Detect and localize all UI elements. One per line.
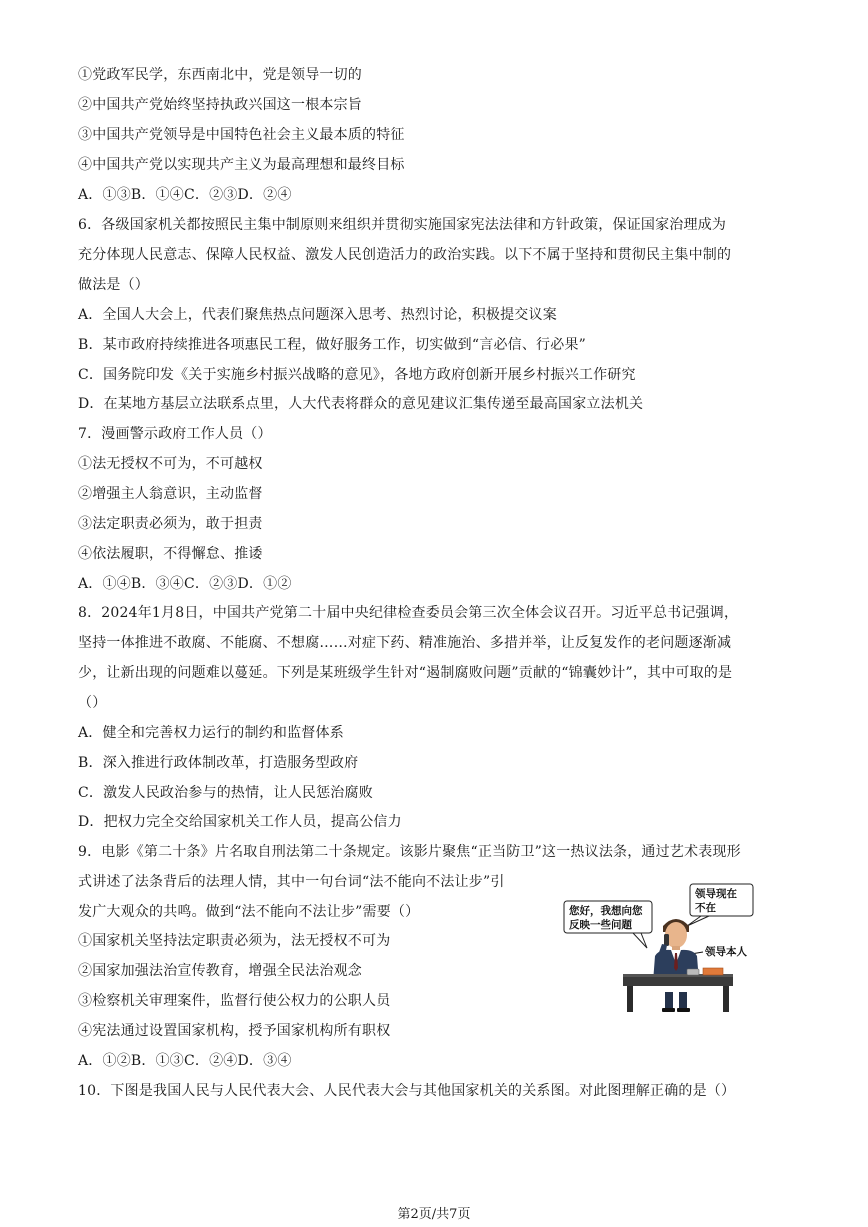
q8-choice-b: B．深入推进行政体制改革，打造服务型政府 — [78, 755, 359, 771]
page-footer: 第2页/共7页 — [397, 1207, 471, 1222]
bubble-official-line-1: 领导现在 — [695, 888, 737, 900]
bubble-official-line-2: 不在 — [695, 902, 716, 914]
q8-stem-line-1: 8．2024年1月8日，中国共产党第二十届中央纪律检查委员会第三次全体会议召开。习近平总书记强调， — [78, 605, 739, 621]
q5-option-3: ③中国共产党领导是中国特色社会主义最本质的特征 — [78, 127, 405, 143]
q8-choice-d: D．把权力完全交给国家机关工作人员，提高公信力 — [78, 814, 402, 830]
q6-stem-line-2: 充分体现人民意志、保障人民权益、激发人民创造活力的政治实践。以下不属于坚持和贯彻民主集中制的 — [78, 247, 732, 263]
q7-option-1: ①法无授权不可为，不可越权 — [78, 456, 263, 472]
desk — [623, 968, 733, 1012]
q9-stem-line-1: 9．电影《第二十条》片名取自刑法第二十条规定。该影片聚焦“正当防卫”这一热议法条，通过艺术表现形 — [78, 844, 741, 860]
q6-choice-a: A．全国人大会上，代表们聚焦热点问题深入思考、热烈讨论，积极提交议案 — [78, 307, 557, 323]
q8-choice-a: A．健全和完善权力运行的制约和监督体系 — [78, 725, 344, 741]
caption-official-himself: 领导本人 — [705, 946, 747, 958]
q7-answer-choices: A．①④B．③④C．②③D．①② — [78, 576, 292, 592]
speech-bubble-official — [687, 884, 753, 926]
q9-option-4: ④宪法通过设置国家机构，授予国家机构所有职权 — [78, 1023, 391, 1039]
q8-choice-c: C．激发人民政治参与的热情，让人民惩治腐败 — [78, 785, 373, 801]
q8-stem-line-2: 坚持一体推进不敢腐、不能腐、不想腐……对症下药、精准施治、多措并举，让反复发作的老问题逐渐减 — [78, 635, 732, 651]
q6-choice-b: B．某市政府持续推进各项惠民工程，做好服务工作，切实做到“言必信、行必果” — [78, 337, 587, 353]
q9-option-2: ②国家加强法治宣传教育，增强全民法治观念 — [78, 963, 362, 979]
q7-option-3: ③法定职责必须为，敢于担责 — [78, 516, 263, 532]
q9-option-3: ③检察机关审理案件，监督行使公权力的公职人员 — [78, 993, 391, 1009]
q10-stem: 10．下图是我国人民与人民代表大会、人民代表大会与其他国家机关的关系图。对此图理解正确的是（） — [78, 1083, 736, 1099]
bubble-caller-line-1: 您好，我想向您 — [569, 905, 643, 917]
q8-stem-line-4: （） — [78, 695, 107, 711]
q7-stem: 7．漫画警示政府工作人员（） — [78, 426, 272, 442]
cartoon-illustration — [563, 882, 761, 1014]
q6-stem-line-1: 6．各级国家机关都按照民主集中制原则来组织并贯彻实施国家宪法法律和方针政策，保证国家治理成为 — [78, 217, 727, 233]
q9-stem-line-3: 发广大观众的共鸣。做到“法不能向不法让步”需要（） — [78, 904, 420, 920]
official-figure — [653, 919, 699, 1012]
speech-bubble-caller — [564, 901, 652, 948]
q9-answer-choices: A．①②B．①③C．②④D．③④ — [78, 1053, 292, 1069]
q5-option-1: ①党政军民学，东西南北中，党是领导一切的 — [78, 67, 362, 83]
q7-option-2: ②增强主人翁意识，主动监督 — [78, 486, 263, 502]
bubble-caller-line-2: 反映一些问题 — [569, 919, 632, 931]
q9-option-1: ①国家机关坚持法定职责必须为，法无授权不可为 — [78, 933, 391, 949]
q6-choice-c: C．国务院印发《关于实施乡村振兴战略的意见》，各地方政府创新开展乡村振兴工作研究 — [78, 367, 636, 383]
q5-answer-choices: A．①③B．①④C．②③D．②④ — [78, 187, 292, 203]
q7-option-4: ④依法履职，不得懈怠、推诿 — [78, 546, 263, 562]
q5-option-2: ②中国共产党始终坚持执政兴国这一根本宗旨 — [78, 97, 362, 113]
q6-stem-line-3: 做法是（） — [78, 277, 149, 293]
q8-stem-line-3: 少，让新出现的问题难以蔓延。下列是某班级学生针对“遏制腐败问题”贡献的“锦囊妙计”，其中可取的是 — [78, 665, 733, 681]
q6-choice-d: D．在某地方基层立法联系点里，人大代表将群众的意见建议汇集传递至最高国家立法机关 — [78, 396, 644, 412]
q9-stem-line-2: 式讲述了法条背后的法理人情，其中一句台词“法不能向不法让步”引 — [78, 874, 505, 890]
q5-option-4: ④中国共产党以实现共产主义为最高理想和最终目标 — [78, 157, 405, 173]
